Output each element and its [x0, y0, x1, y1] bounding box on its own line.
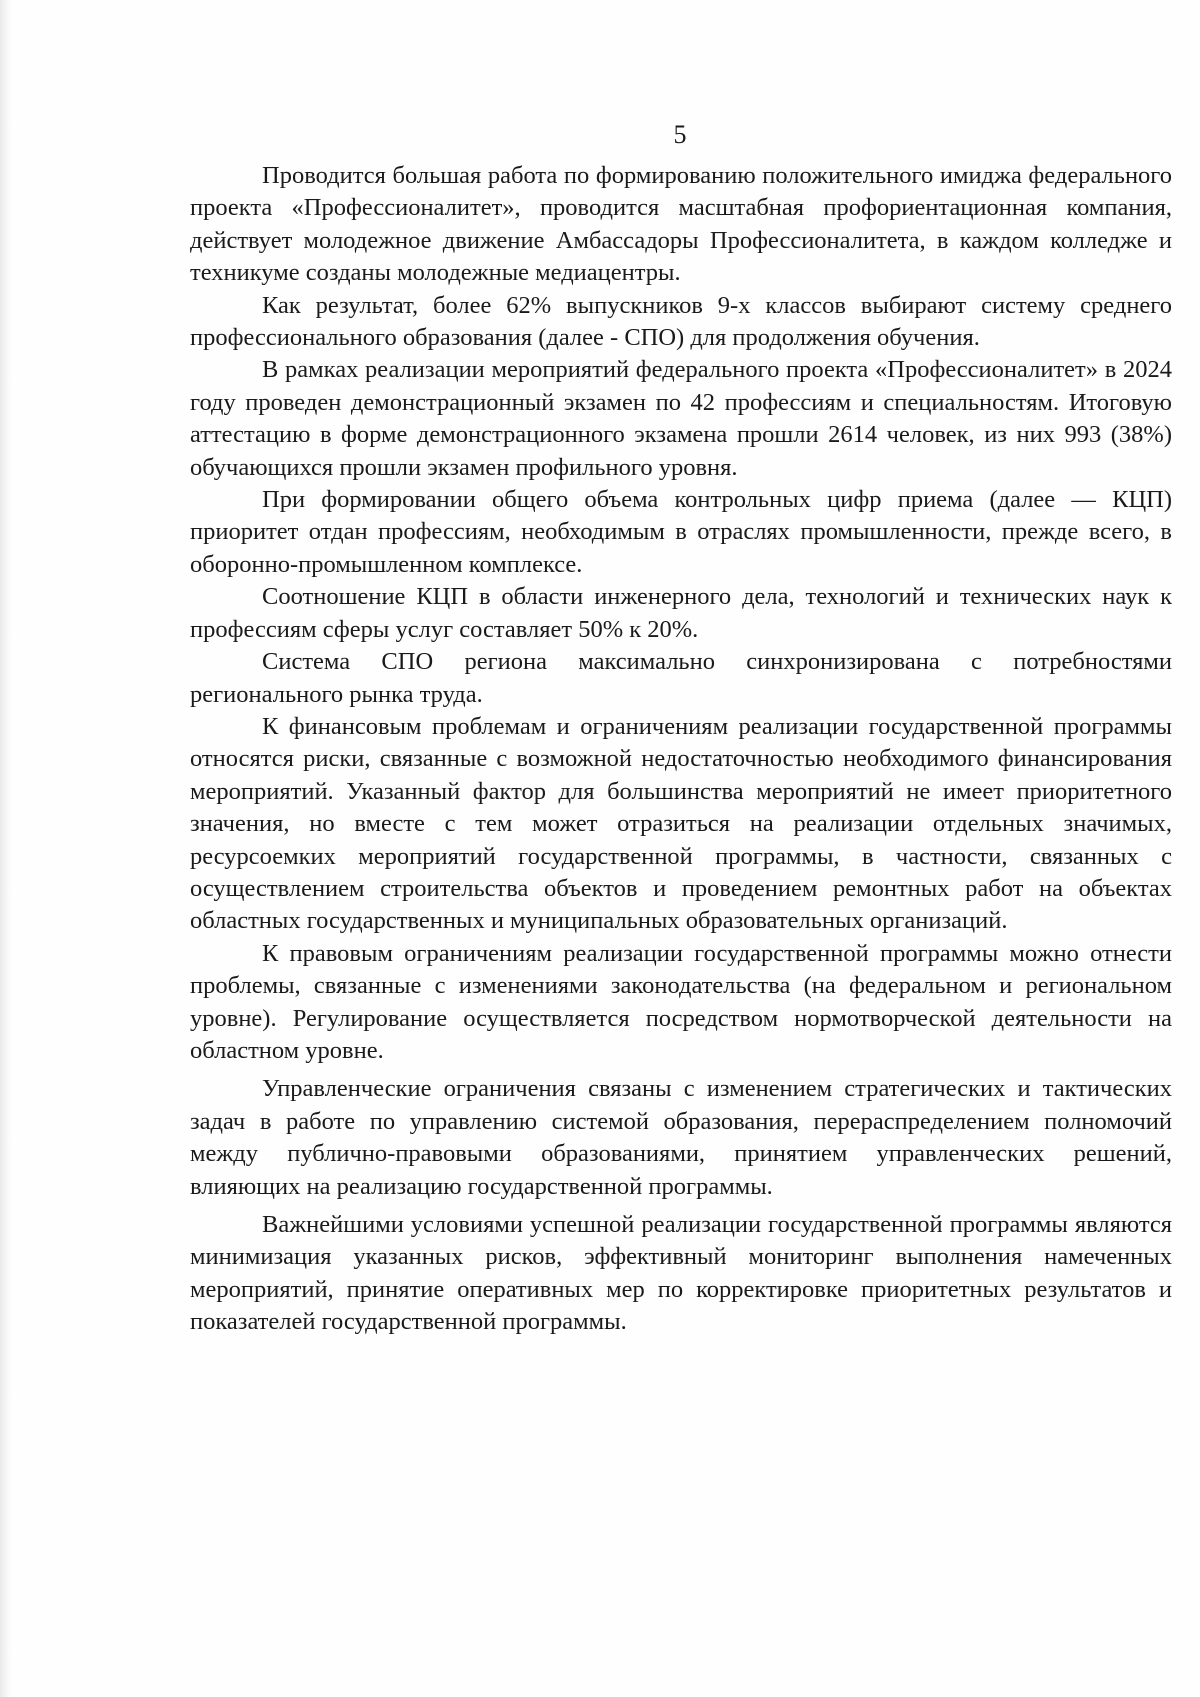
page-number: 5 [673, 120, 687, 149]
paragraph-graduates-choice: Как результат, более 62% выпускников 9-х классов выбирают систему среднего профессионального образования (далее - СПО) для продолжения обучения. [190, 291, 1172, 352]
paragraph-success-conditions: Важнейшими условиями успешной реализации государственной программы являются минимизация указанных рисков, эффективный мониторинг выполнения намеченных мероприятий, принятие оперативных мер по корректировке приоритетных результатов и показателей государственной программы. [190, 1211, 1172, 1336]
paragraph-legal-risks: К правовым ограничениям реализации государственной программы можно отнести проблемы, связанные с изменениями законодательства (на федеральном и региональном уровне). Регулирование осуществляется посредством нормотворческой деятельности на областном уровне. [190, 939, 1172, 1064]
scan-edge-shadow [0, 0, 14, 1697]
paragraph-demo-exam: В рамках реализации мероприятий федерального проекта «Профессионалитет» в 2024 году проведен демонстрационный экзамен по 42 профессиям и специальностям. Итоговую аттестацию в форме демонстрационного экзамена прошли 2614 человек, из них 993 (38%) обучающихся прошли экзамен профильного уровня. [190, 356, 1172, 481]
paragraph-labor-market-sync: Система СПО региона максимально синхронизирована с потребностями регионального рынка труда. [190, 648, 1172, 708]
paragraph-management-risks: Управленческие ограничения связаны с изменением стратегических и тактических задач в работе по управлению системой образования, перераспределением полномочий между публично-правовыми образованиями, принятием управленческих решений, влияющих на реализацию государственной программы. [190, 1075, 1172, 1200]
paragraph-quota-ratio: Соотношение КЦП в области инженерного дела, технологий и технических наук к профессиям сферы услуг составляет 50% к 20%. [190, 583, 1172, 643]
paragraph-image-promotion: Проводится большая работа по формированию положительного имиджа федерального проекта «Профессионалитет», проводится масштабная профориентационная компания, действует молодежное движение Амбассадоры Профессионалитета, в каждом колледже и техникуме созданы молодежные медиацентры. [190, 162, 1172, 287]
paragraph-admission-quotas: При формировании общего объема контрольных цифр приема (далее — КЦП) приоритет отдан профессиям, необходимым в отраслях промышленности, прежде всего, в оборонно-промышленном комплексе. [190, 486, 1172, 578]
paragraph-financial-risks: К финансовым проблемам и ограничениям реализации государственной программы относятся риски, связанные с возможной недостаточностью необходимого финансирования мероприятий. Указанный фактор для большинства мероприятий не имеет приоритетного значения, но вместе с тем может отразиться на реализации отдельных значимых, ресурсоемких мероприятий государственной программы, в частности, связанных с осуществлением строительства объектов и проведением ремонтных работ на объектах областных государственных и муниципальных образовательных организаций. [190, 712, 1172, 935]
document-body [190, 160, 1172, 1339]
